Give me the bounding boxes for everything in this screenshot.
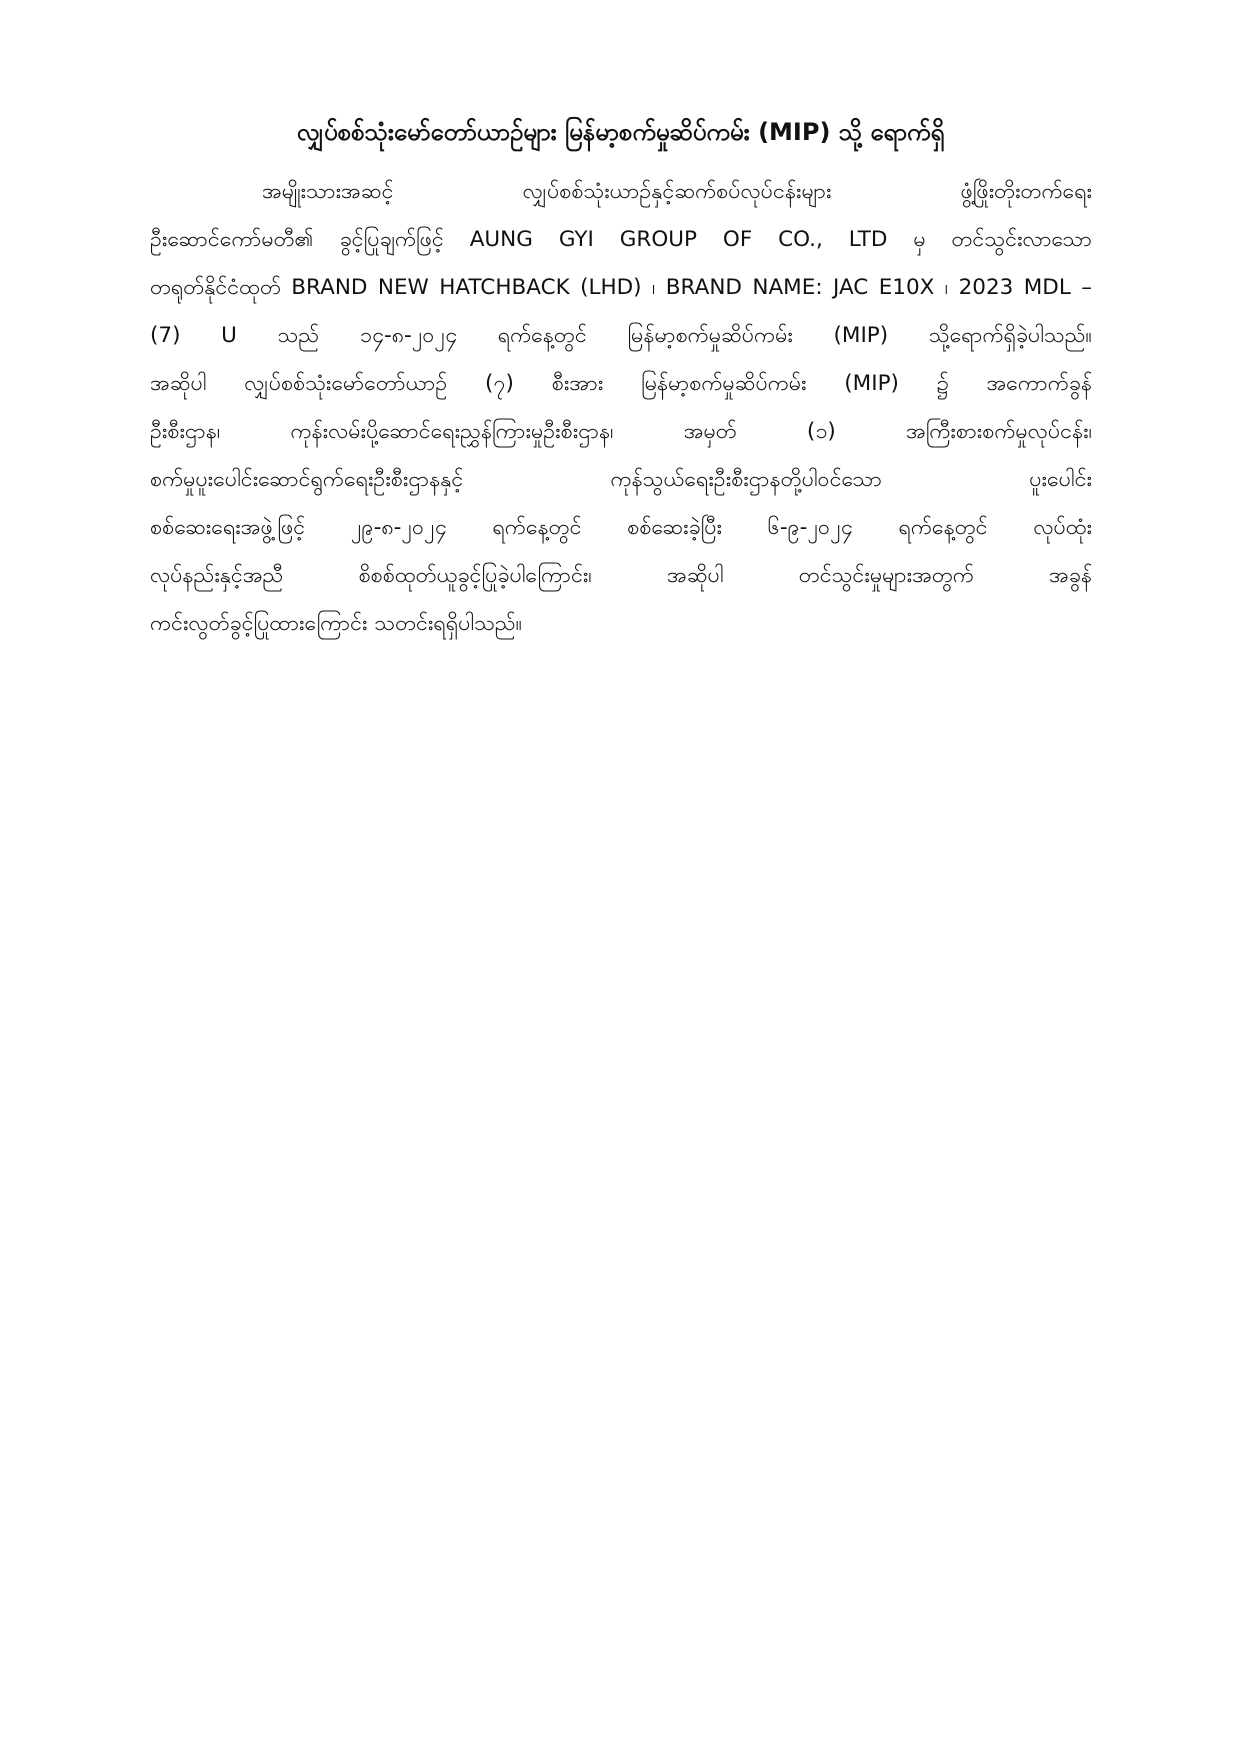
body-line: လုပ်နည်းနှင့်အညီ စိစစ်ထုတ်ယူခွင့်ပြုခဲ့ပါကြောင်း၊ အဆိုပါ တင်သွင်းမှုများအတွက် အခွန် — [150, 563, 1092, 588]
body-line: ဦးစီးဌာန၊ ကုန်းလမ်းပို့ဆောင်ရေးညွှန်ကြားမှုဦးစီးဌာန၊ အမှတ် (၁) အကြီးစားစက်မှုလုပ်ငန်း၊ — [150, 419, 1092, 444]
body-line: (7) U သည် ၁၄-၈-၂၀၂၄ ရက်နေ့တွင် မြန်မာ့စက်မှုဆိပ်ကမ်း (MIP) သို့ရောက်ရှိခဲ့ပါသည်။ — [150, 323, 1092, 348]
body-line: အဆိုပါ လျှပ်စစ်သုံးမော်တော်ယာဉ် (၇) စီးအား မြန်မာ့စက်မှုဆိပ်ကမ်း (MIP) ၌ အကောက်ခွန် — [150, 371, 1092, 396]
body-line: အမျိုးသားအဆင့် လျှပ်စစ်သုံးယာဉ်နှင့်ဆက်စပ်လုပ်ငန်းများ ဖွံ့ဖြိုးတိုးတက်ရေး — [262, 179, 1092, 204]
body-line: စက်မှုပူးပေါင်းဆောင်ရွက်ရေးဦးစီးဌာနနှင့် ကုန်သွယ်ရေးဦးစီးဌာနတို့ပါဝင်သော ပူးပေါင်း — [150, 467, 1092, 492]
body-line: ဦးဆောင်ကော်မတီ၏ ခွင့်ပြုချက်ဖြင့် AUNG GYI GROUP OF CO., LTD မှ တင်သွင်းလာသော — [150, 227, 1092, 252]
body-line: တရုတ်နိုင်ငံထုတ် BRAND NEW HATCHBACK (LHD) ၊ BRAND NAME: JAC E10X ၊ 2023 MDL – — [150, 275, 1092, 300]
document-body — [150, 168, 1092, 648]
body-line: စစ်ဆေးရေးအဖွဲ့ဖြင့် ၂၉-၈-၂၀၂၄ ရက်နေ့တွင် စစ်ဆေးခဲ့ပြီး ၆-၉-၂၀၂၄ ရက်နေ့တွင် လုပ်ထုံး — [150, 515, 1092, 540]
document-title: လျှပ်စစ်သုံးမော်တော်ယာဉ်များ မြန်မာ့စက်မှုဆိပ်ကမ်း (MIP) သို့ ရောက်ရှိ — [296, 118, 945, 146]
body-line: ကင်းလွတ်ခွင့်ပြုထားကြောင်း သတင်းရရှိပါသည်။ — [150, 611, 523, 636]
